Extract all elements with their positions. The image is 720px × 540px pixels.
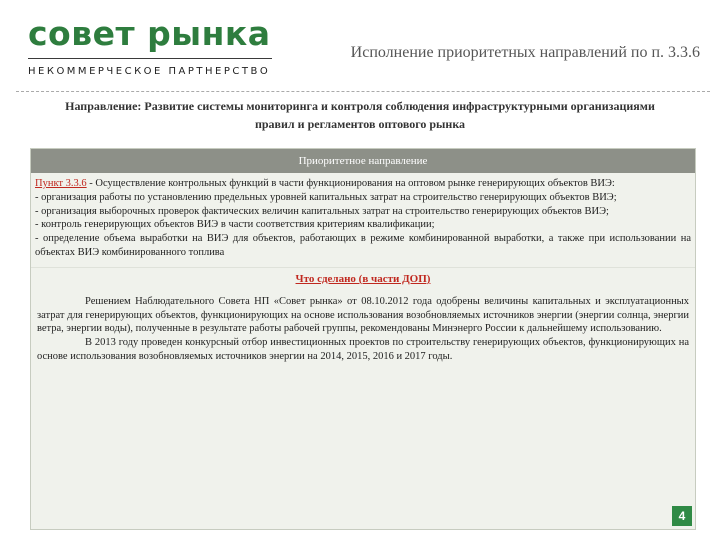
slide-title: Исполнение приоритетных направлений по п. 3.3.6: [350, 44, 700, 61]
logo-divider: [28, 58, 272, 59]
logo-title: совет рынка: [28, 14, 271, 53]
priority-body: [31, 173, 695, 260]
done-text: [31, 295, 695, 364]
direction-heading: Направление: Развитие системы мониторинга и контроля соблюдения инфраструктурными организациями правил и регламентов оптового рынка: [65, 99, 655, 131]
priority-item: - определение объема выработки на ВИЭ для объектов, работающих в режиме комбинированной выработки, а также при использовании на объектах ВИЭ комбинированного топлива: [35, 233, 691, 258]
done-paragraph: Решением Наблюдательного Совета НП «Совет рынка» от 08.10.2012 года одобрены величины капитальных и эксплуатационных затрат для генерирующих объектов, функционирующих на основе использования возобновляемых источников энергии (энергии солнца, энергии ветра, энергии воды), полученные в результате работы рабочей группы, рекомендованы Минэнерго России к дальнейшему использованию.: [37, 295, 689, 335]
point-text: - Осуществление контрольных функций в части функционирования на оптовом рынке генерирующих объектов ВИЭ:: [86, 178, 615, 189]
done-section: [31, 267, 695, 364]
priority-item: - организация работы по установлению предельных уровней капитальных затрат на строительство генерирующих объектов ВИЭ;: [35, 191, 617, 203]
content-panel: [30, 148, 696, 530]
point-label: Пункт 3.3.6: [35, 178, 87, 189]
done-title: Что сделано (в части ДОП): [295, 272, 431, 285]
priority-point: [35, 177, 691, 191]
logo-subtitle: НЕКОММЕРЧЕСКОЕ ПАРТНЕРСТВО: [28, 66, 271, 77]
priority-header: Приоритетное направление: [31, 149, 695, 173]
header-divider: [16, 91, 710, 92]
priority-item: - организация выборочных проверок фактических величин капитальных затрат на строительство генерирующих объектов ВИЭ;: [35, 205, 609, 217]
done-paragraph: В 2013 году проведен конкурсный отбор инвестиционных проектов по строительству генерирующих объектов, функционирующих на основе использования возобновляемых источников энергии на 2014, 2015, 2016 и 2017 годы.: [37, 337, 689, 362]
priority-item: - контроль генерирующих объектов ВИЭ в части соответствия критериям квалификации;: [35, 219, 435, 231]
page-number: 4: [672, 506, 692, 526]
